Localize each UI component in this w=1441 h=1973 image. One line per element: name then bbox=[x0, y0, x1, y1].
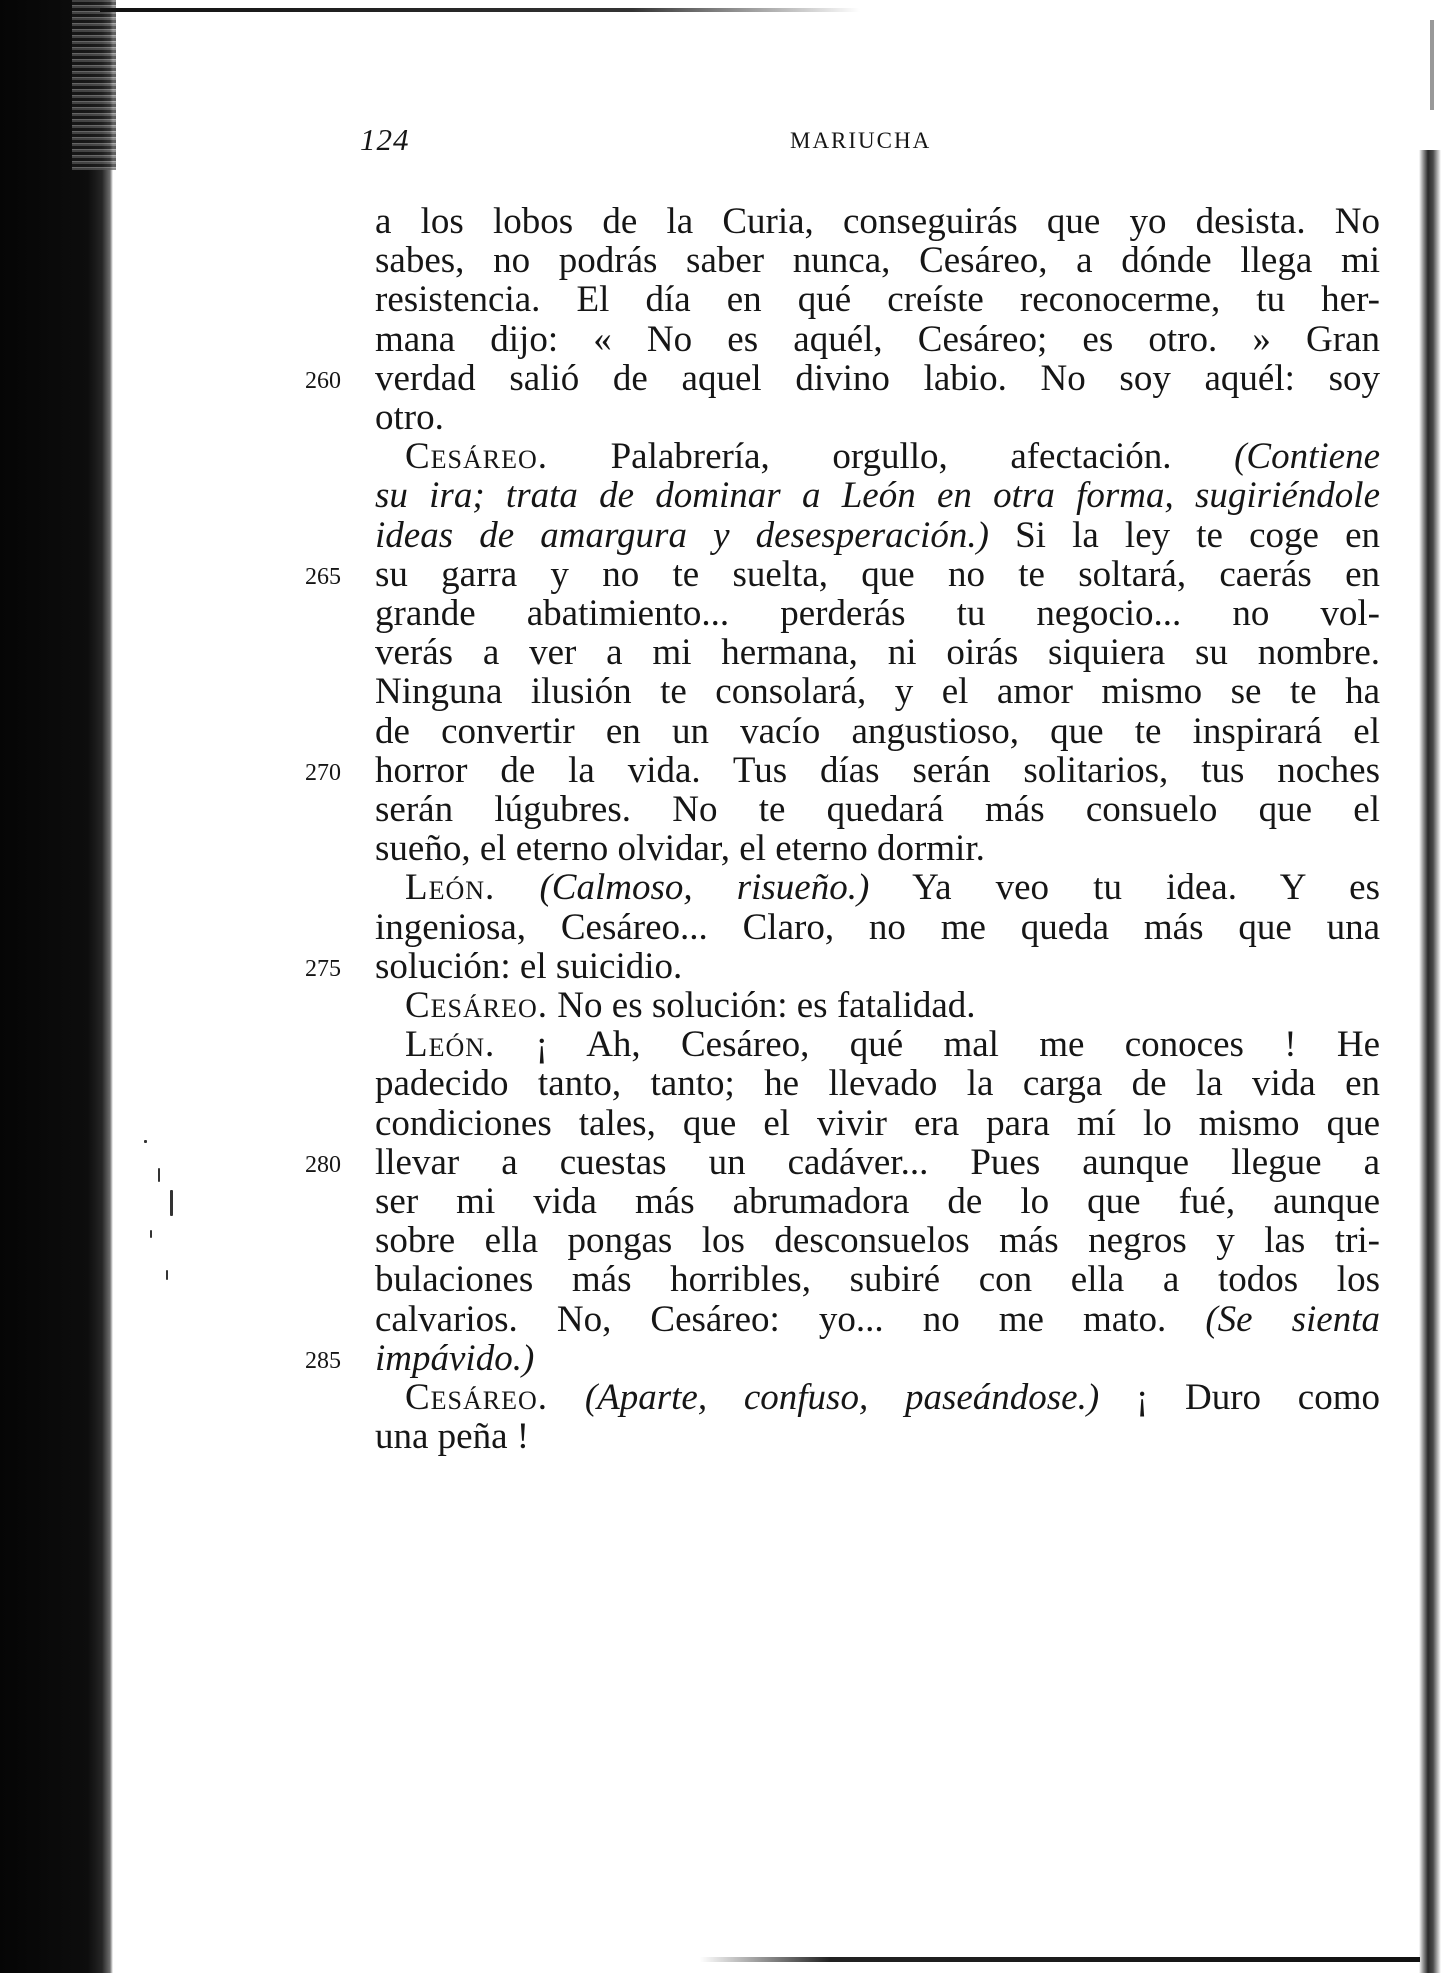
dialogue-text: serán lúgubres. No te quedará más consuelo que el bbox=[375, 789, 1380, 830]
dialogue-text: de convertir en un vacío angustioso, que te inspirará el bbox=[375, 710, 1380, 752]
dialogue-text: bulaciones más horribles, subiré con ella a todos los bbox=[375, 1259, 1380, 1301]
scan-binding-noise bbox=[72, 0, 116, 170]
line-number: 260 bbox=[305, 367, 341, 394]
dialogue-text: verdad salió de aquel divino labio. No soy aquél: soy bbox=[375, 357, 1380, 399]
dialogue-text: verás a ver a mi hermana, ni oirás siquiera su nombre. bbox=[375, 632, 1380, 674]
dialogue-text: ¡ Ah, Cesáreo, qué mal me conoces ! He bbox=[535, 1024, 1380, 1066]
dialogue-text: padecido tanto, tanto; he llevado la carga de la vida en bbox=[375, 1063, 1380, 1105]
dialogue-text: llevar a cuestas un cadáver... Pues aunque llegue a bbox=[375, 1141, 1380, 1183]
dialogue-text: ¡ Duro como bbox=[1135, 1377, 1381, 1418]
dialogue-text: sabes, no podrás saber nunca, Cesáreo, a dónde llega mi bbox=[375, 240, 1380, 282]
dialogue-text: una peña ! bbox=[375, 1416, 530, 1458]
dialogue-text: calvarios. No, Cesáreo: yo... no me mato. bbox=[375, 1298, 1167, 1340]
line-number: 265 bbox=[305, 563, 341, 590]
dialogue-text: otro. bbox=[375, 397, 444, 438]
dialogue-text: Si la ley te coge en bbox=[1015, 514, 1381, 556]
text-line bbox=[375, 1412, 1380, 1462]
speaker-name: León. bbox=[405, 1024, 496, 1066]
scan-binding-shadow bbox=[0, 0, 113, 1973]
line-number: 280 bbox=[305, 1151, 341, 1178]
dialogue-text: mana dijo: « No es aquél, Cesáreo; es otro. » Gran bbox=[375, 318, 1380, 360]
dialogue-text: condiciones tales, que el vivir era para mí lo mismo que bbox=[375, 1102, 1380, 1144]
line-number: 285 bbox=[305, 1347, 341, 1374]
speaker-name: Cesáreo. bbox=[405, 985, 549, 1026]
dialogue-text: solución: el suicidio. bbox=[375, 945, 683, 987]
running-title: MARIUCHA bbox=[790, 128, 932, 153]
scan-right-edge bbox=[1419, 150, 1441, 1973]
line-number: 275 bbox=[305, 955, 341, 982]
dialogue-text: sueño, el eterno olvidar, el eterno dormir. bbox=[375, 828, 985, 870]
stage-direction: impávido.) bbox=[375, 1337, 535, 1379]
dialogue-text: horror de la vida. Tus días serán solitarios, tus noches bbox=[375, 749, 1380, 791]
dialogue-text: ingeniosa, Cesáreo... Claro, no me queda más que una bbox=[375, 906, 1380, 948]
stage-direction: (Contiene bbox=[1234, 436, 1380, 478]
dialogue-text: resistencia. El día en qué creíste reconocerme, tu her- bbox=[375, 279, 1380, 321]
dialogue-text: Ya veo tu idea. Y es bbox=[912, 867, 1381, 909]
dialogue-text: grande abatimiento... perderás tu negocio... no vol- bbox=[375, 593, 1380, 634]
scan-top-edge bbox=[100, 8, 860, 12]
dialogue-text: No es solución: es fatalidad. bbox=[557, 985, 976, 1026]
scan-bottom-edge bbox=[700, 1957, 1420, 1962]
page-header bbox=[360, 122, 1400, 162]
scan-specks bbox=[140, 1120, 180, 1320]
stage-direction: su ira; trata de dominar a León en otra forma, sugiriéndole bbox=[375, 475, 1380, 517]
dialogue-text: a los lobos de la Curia, conseguirás que yo desista. No bbox=[375, 201, 1380, 242]
dialogue-text: Palabrería, orgullo, afectación. bbox=[610, 436, 1172, 478]
dialogue-text: ser mi vida más abrumadora de lo que fué, aunque bbox=[375, 1181, 1380, 1222]
speaker-name: León. bbox=[405, 867, 496, 909]
stage-direction: (Aparte, confuso, paseándose.) bbox=[584, 1377, 1100, 1418]
stage-direction: (Calmoso, risueño.) bbox=[539, 867, 870, 909]
dialogue-text: Ninguna ilusión te consolará, y el amor mismo se te ha bbox=[375, 671, 1380, 713]
stage-direction: (Se sienta bbox=[1205, 1298, 1380, 1340]
dialogue-text: su garra y no te suelta, que no te soltará, caerás en bbox=[375, 553, 1380, 595]
dialogue-text: sobre ella pongas los desconsuelos más negros y las tri- bbox=[375, 1220, 1380, 1262]
stage-direction: ideas de amargura y desesperación.) bbox=[375, 514, 989, 556]
line-number: 270 bbox=[305, 759, 341, 786]
scan-right-edge-mark bbox=[1430, 20, 1434, 110]
speaker-name: Cesáreo. bbox=[405, 1377, 549, 1418]
speaker-name: Cesáreo. bbox=[405, 436, 549, 478]
page-number: 124 bbox=[360, 122, 410, 157]
